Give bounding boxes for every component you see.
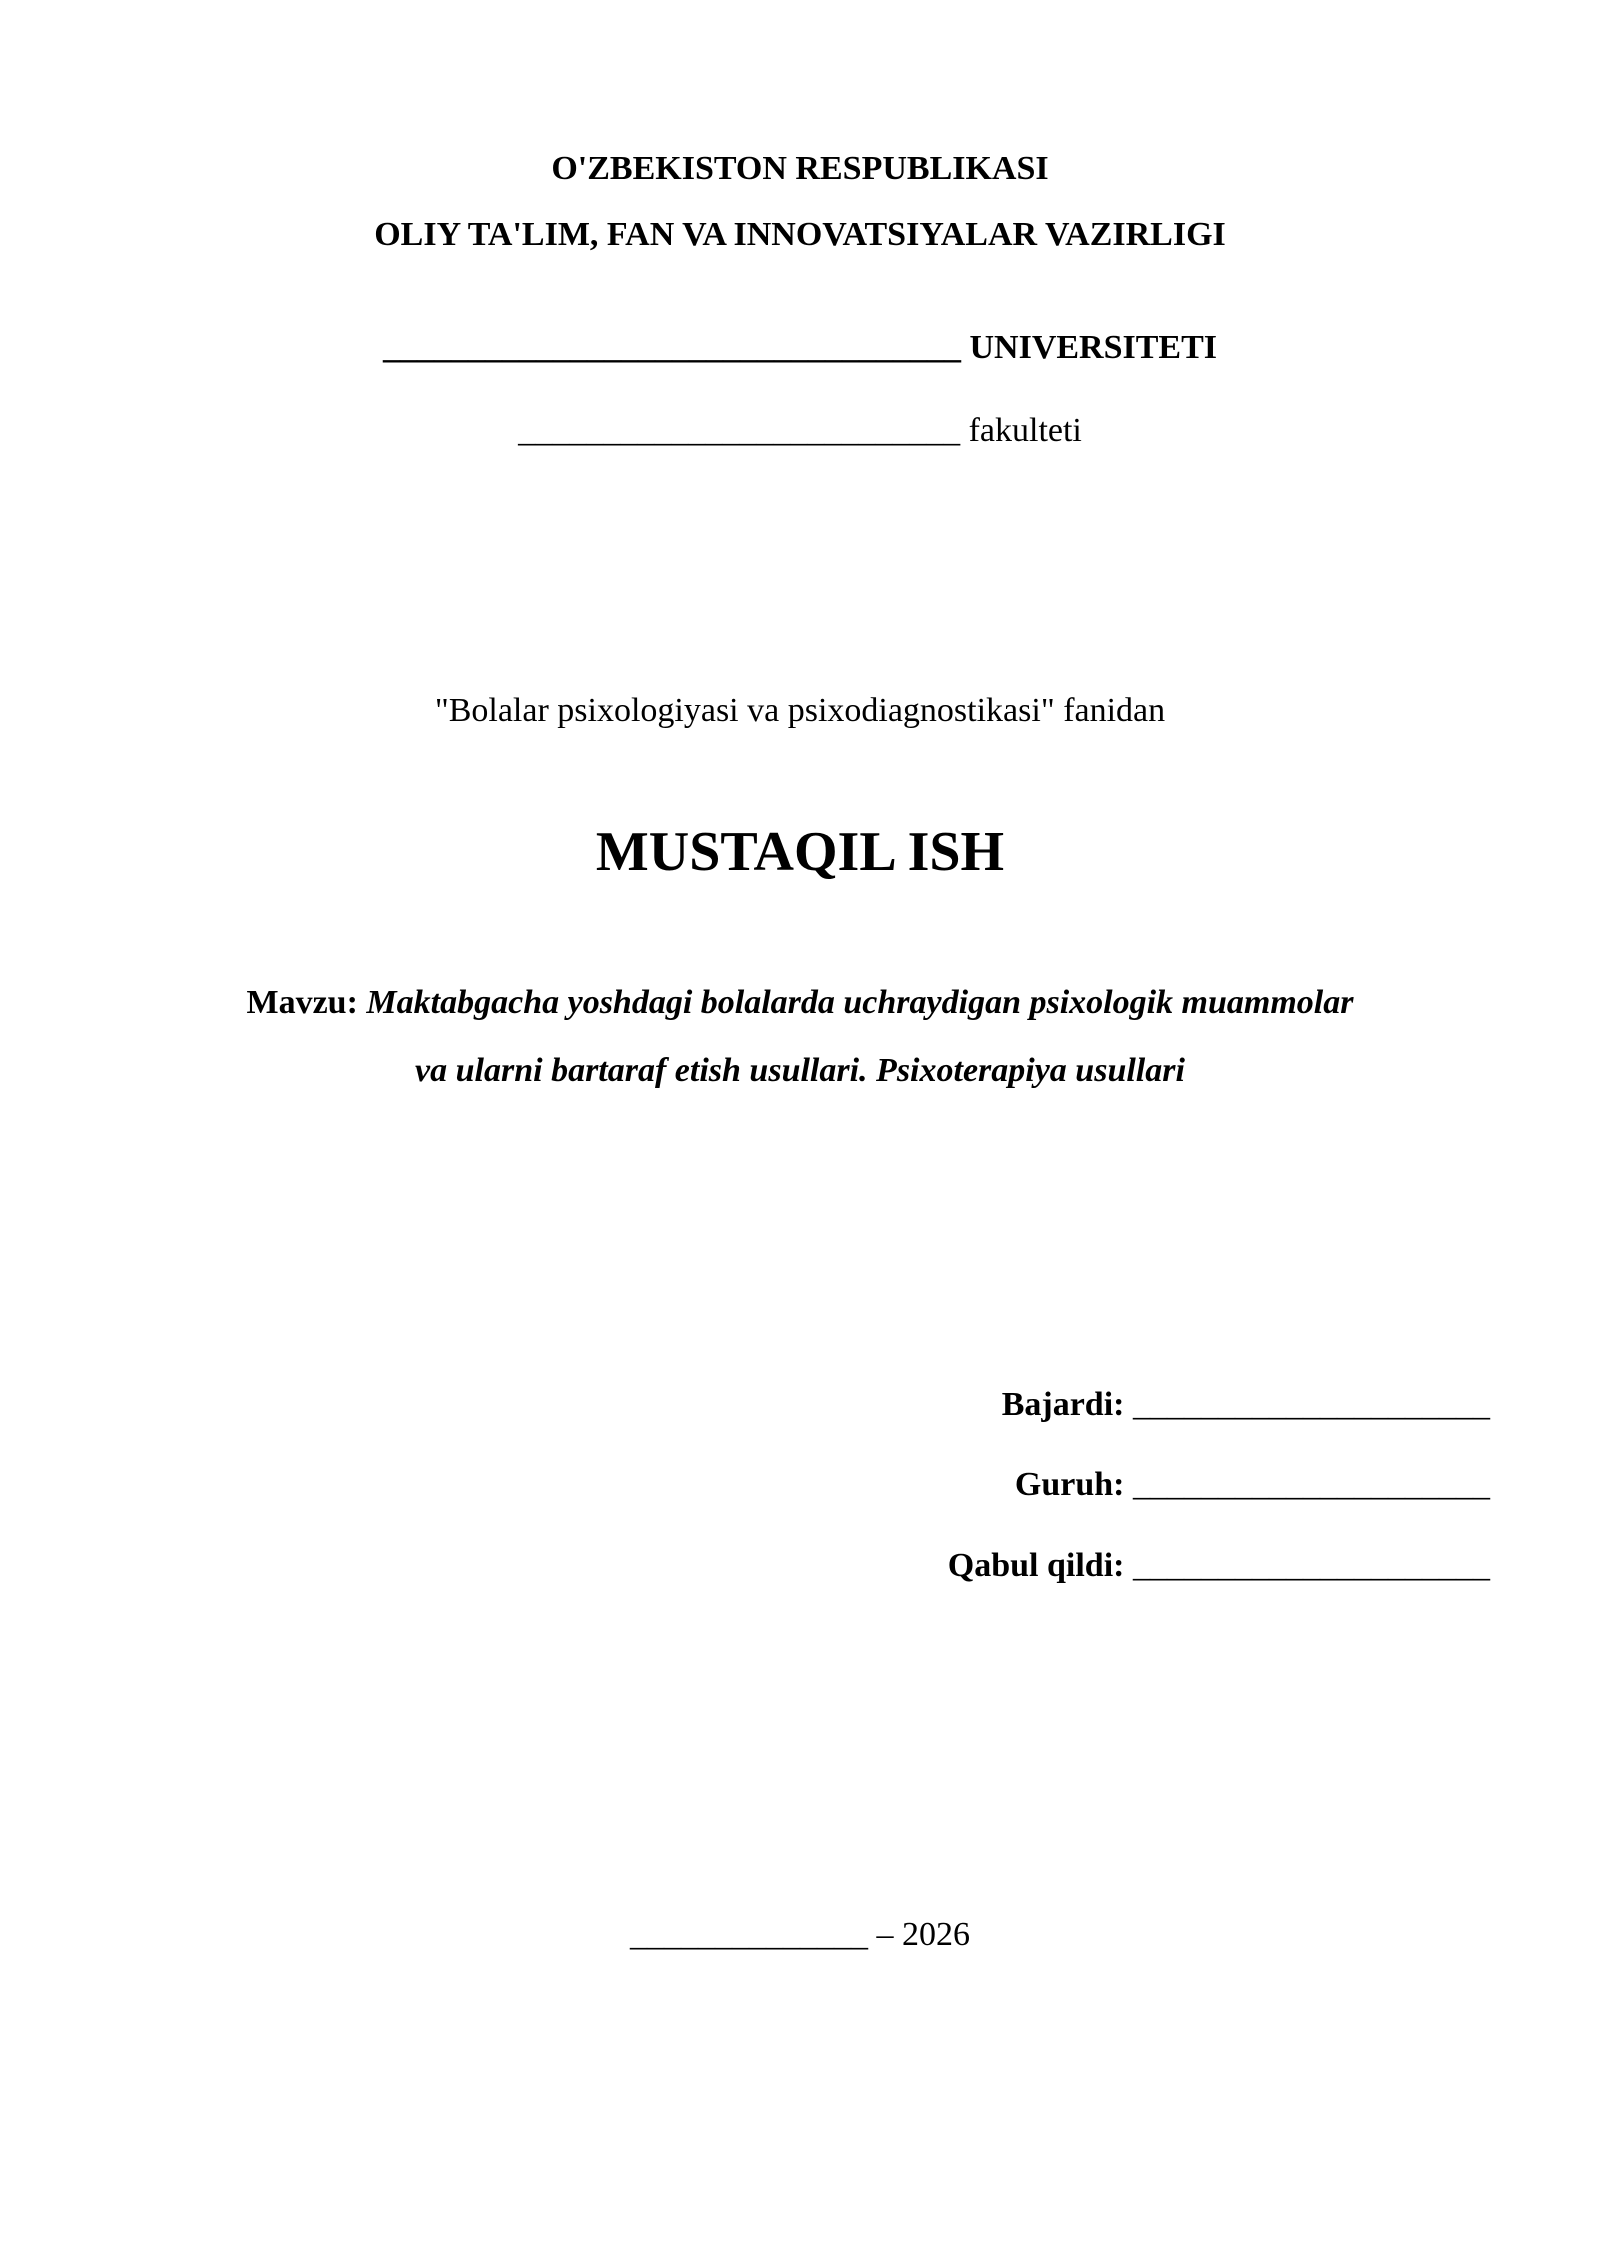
subject-text: "Bolalar psixologiyasi va psixodiagnostikasi" fanidan xyxy=(434,692,1166,729)
signature-blank: _____________________ xyxy=(1133,1466,1490,1503)
ministry-heading xyxy=(0,216,1600,254)
signature-blank: _____________________ xyxy=(1133,1547,1490,1584)
ministry-text: OLIY TA'LIM, FAN VA INNOVATSIYALAR VAZIRLIGI xyxy=(374,216,1226,253)
city-year-line xyxy=(0,1916,1600,1954)
republic-text: O'ZBEKISTON RESPUBLIKASI xyxy=(551,150,1049,187)
faculty-label: fakulteti xyxy=(968,412,1082,449)
topic-line-1 xyxy=(0,984,1600,1022)
signature-label: Bajardi: xyxy=(1001,1386,1125,1423)
signature-blank: _____________________ xyxy=(1133,1386,1490,1423)
university-label: UNIVERSITETI xyxy=(969,329,1218,366)
republic-heading xyxy=(0,150,1600,188)
signature-accepted-by xyxy=(948,1547,1490,1585)
year-text: – 2026 xyxy=(876,1916,970,1953)
document-title xyxy=(0,820,1600,884)
university-line xyxy=(0,329,1600,367)
signature-performed-by xyxy=(1002,1386,1490,1424)
faculty-line xyxy=(0,412,1600,450)
subject-line xyxy=(0,692,1600,730)
city-blank: ______________ xyxy=(630,1916,868,1953)
signature-label: Guruh: xyxy=(1014,1466,1125,1503)
signature-group xyxy=(1015,1466,1490,1504)
topic-label: Mavzu: xyxy=(246,984,358,1021)
topic-text-2: va ularni bartaraf etish usullari. Psixoterapiya usullari xyxy=(415,1052,1185,1089)
topic-line-2 xyxy=(0,1052,1600,1090)
document-title-text: MUSTAQIL ISH xyxy=(595,821,1005,883)
signature-label: Qabul qildi: xyxy=(947,1547,1125,1584)
faculty-blank: __________________________ xyxy=(518,412,961,449)
topic-text-1: Maktabgacha yoshdagi bolalarda uchraydigan psixologik muammolar xyxy=(366,984,1354,1021)
university-blank: __________________________________ xyxy=(382,329,961,366)
